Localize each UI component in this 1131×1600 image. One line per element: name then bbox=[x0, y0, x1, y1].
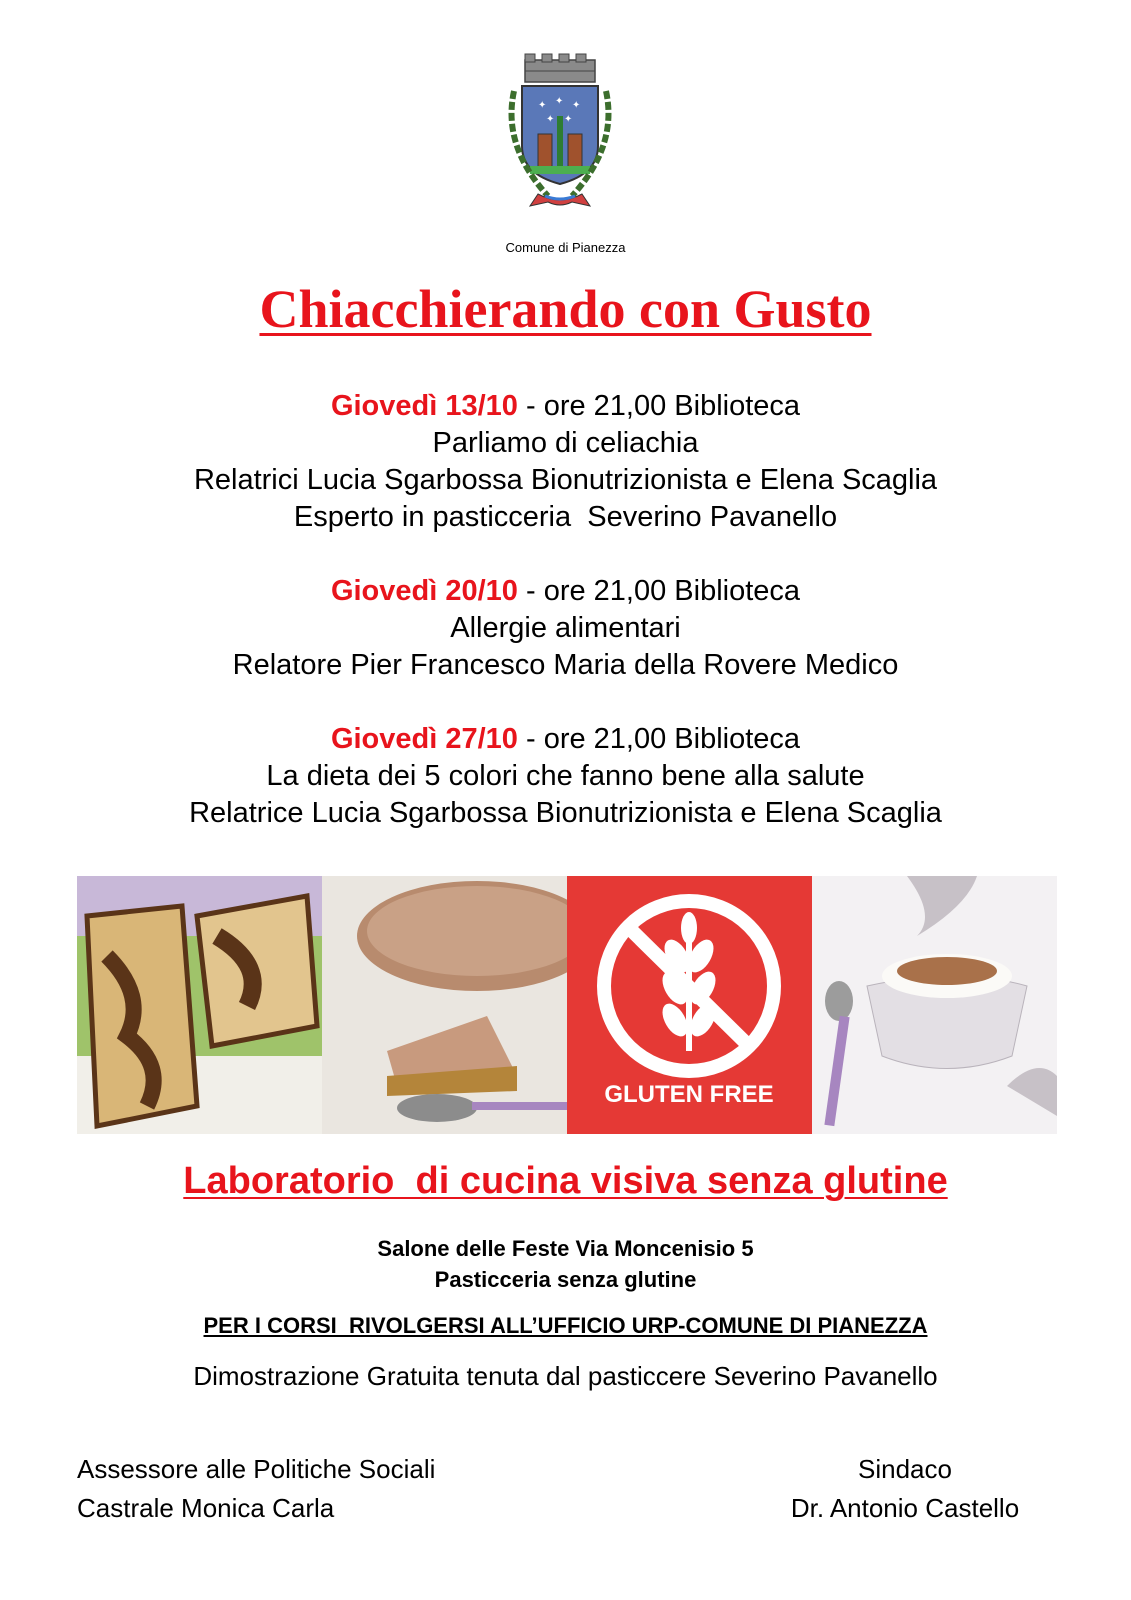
photo-strip bbox=[77, 876, 1057, 1134]
event-3-topic: La dieta dei 5 colori che fanno bene alla salute bbox=[266, 760, 865, 792]
signature-right-name: Dr. Antonio Castello bbox=[790, 1493, 1020, 1523]
signature-right bbox=[760, 1450, 1050, 1528]
event-1-date: Giovedì 13/10 bbox=[330, 390, 518, 422]
event-1-time-place: - ore 21,00 Biblioteca bbox=[517, 390, 801, 422]
event-2 bbox=[0, 573, 1131, 684]
svg-text:✦: ✦ bbox=[555, 96, 564, 107]
venue-address: Salone delle Feste Via Moncenisio 5 bbox=[377, 1236, 754, 1261]
signature-left-name: Castrale Monica Carla bbox=[77, 1493, 335, 1523]
dessert-cup-image bbox=[812, 876, 1057, 1134]
marble-cake-image bbox=[77, 876, 322, 1134]
svg-text:✦: ✦ bbox=[572, 100, 581, 111]
signature-right-role: Sindaco bbox=[858, 1454, 952, 1484]
event-3-heading bbox=[0, 721, 1131, 758]
demo-info: Dimostrazione Gratuita tenuta dal pasticcere Severino Pavanello bbox=[193, 1361, 938, 1391]
contact-info: PER I CORSI RIVOLGERSI ALL’UFFICIO URP-COMUNE DI PIANEZZA bbox=[203, 1313, 928, 1338]
svg-text:✦: ✦ bbox=[538, 100, 547, 111]
event-1-expert: Esperto in pasticceria Severino Pavanello bbox=[293, 501, 838, 533]
svg-text:✦: ✦ bbox=[546, 114, 555, 125]
event-3-speakers: Relatrice Lucia Sgarbossa Bionutrizionista e Elena Scaglia bbox=[189, 797, 942, 829]
event-2-date: Giovedì 20/10 bbox=[330, 575, 518, 607]
page-title: Chiacchierando con Gusto bbox=[259, 279, 872, 339]
gluten-free-label: GLUTEN FREE bbox=[604, 1081, 774, 1108]
event-3 bbox=[0, 721, 1131, 832]
municipality-name: Comune di Pianezza bbox=[505, 240, 626, 255]
lab-title: Laboratorio di cucina visiva senza glutine bbox=[183, 1160, 948, 1202]
event-3-date: Giovedì 27/10 bbox=[330, 723, 518, 755]
event-3-time-place: - ore 21,00 Biblioteca bbox=[517, 723, 801, 755]
event-1-heading bbox=[0, 388, 1131, 425]
signature-left-role: Assessore alle Politiche Sociali bbox=[77, 1454, 436, 1484]
signature-left bbox=[77, 1450, 435, 1528]
chocolate-tart-image bbox=[322, 876, 597, 1134]
event-2-time-place: - ore 21,00 Biblioteca bbox=[517, 575, 801, 607]
event-2-topic: Allergie alimentari bbox=[450, 612, 681, 644]
venue-subtitle: Pasticceria senza glutine bbox=[434, 1267, 697, 1292]
coat-of-arms-icon bbox=[500, 46, 630, 214]
event-1-topic: Parliamo di celiachia bbox=[432, 427, 699, 459]
event-2-heading bbox=[0, 573, 1131, 610]
event-2-speakers: Relatore Pier Francesco Maria della Rovere Medico bbox=[232, 649, 899, 681]
lab-venue bbox=[0, 1233, 1131, 1295]
event-1 bbox=[0, 388, 1131, 536]
event-1-speakers: Relatrici Lucia Sgarbossa Bionutrizionista e Elena Scaglia bbox=[193, 464, 938, 496]
svg-text:✦: ✦ bbox=[564, 114, 573, 125]
